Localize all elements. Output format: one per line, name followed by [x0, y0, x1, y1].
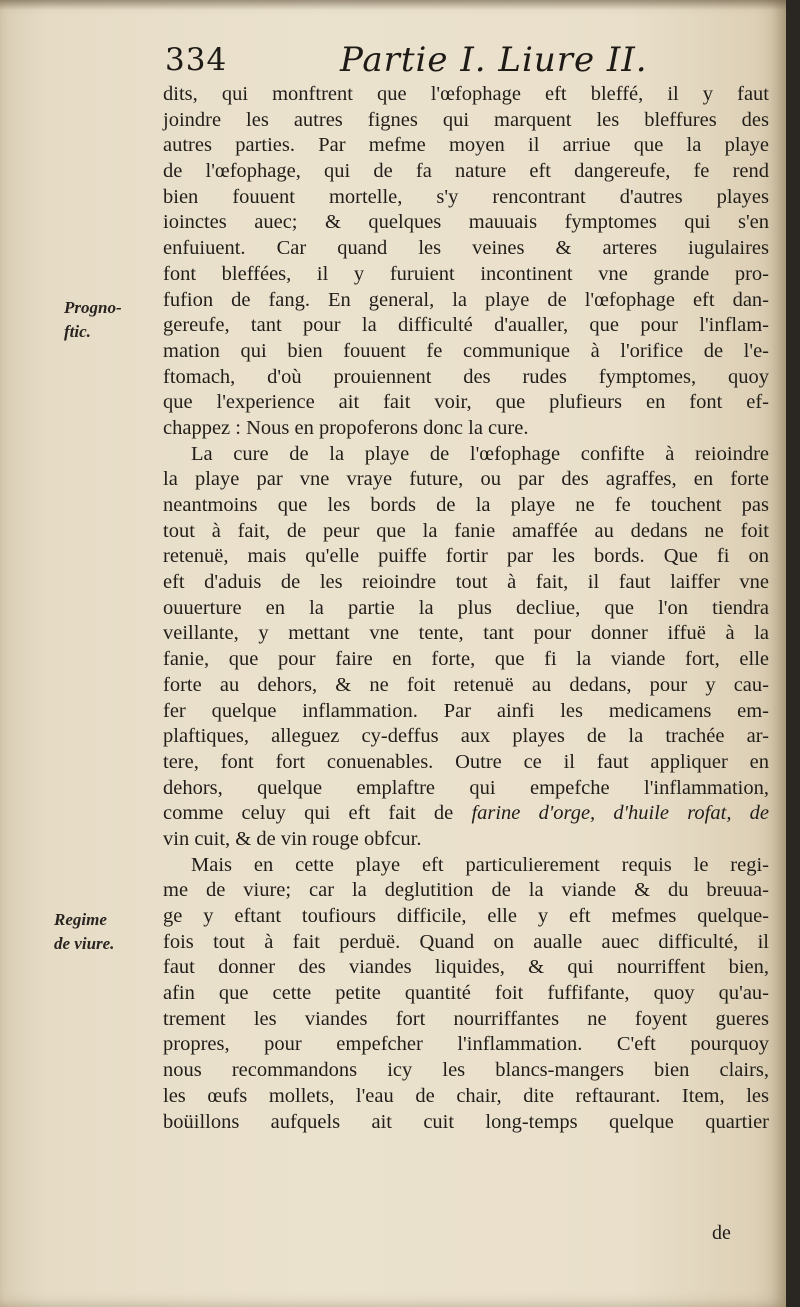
margin-note-line: ftic.: [64, 322, 91, 341]
text-line: trement les viandes fort nourriffantes ne foyent gueres: [163, 1007, 769, 1030]
text-line: fufion de fang. En general, la playe de l'œfophage eft dan-: [163, 288, 769, 311]
text-line: ge y eftant toufiours difficile, elle y eft mefmes quelque-: [163, 905, 769, 927]
text-line: que l'experience ait fait voir, que plufieurs en font ef-: [163, 391, 769, 414]
text-line: mation qui bien fouuent fe communique à l'orifice de l'e-: [163, 339, 769, 362]
text-line: retenuë, mais qu'elle puiffe fortir par les bords. Que fi on: [163, 545, 769, 568]
text-line: plaftiques, alleguez cy-deffus aux playes de la trachée ar-: [163, 725, 769, 748]
text-line: ftomach, d'où prouiennent des rudes fymptomes, quoy: [163, 365, 769, 388]
text-line: enfuiuent. Car quand les veines & arteres iugulaires: [163, 237, 769, 260]
text-line: veillante, y mettant vne tente, tant pour donner iffuë à la: [163, 622, 769, 645]
text-line: dits, qui monftrent que l'œfophage eft bleffé, il y faut: [163, 83, 769, 105]
text-line-mixed: [163, 801, 769, 827]
text-line: font bleffées, il y furuient incontinent vne grande pro-: [163, 262, 769, 285]
text-line: afin que cette petite quantité foit fuffifante, quoy qu'au-: [163, 982, 769, 1005]
text-line: tout à fait, de peur que la fanie amaffée au dedans ne foit: [163, 519, 769, 542]
text-line: autres parties. Par mefme moyen il arriue que la playe: [163, 134, 769, 157]
text-line: propres, pour empefcher l'inflammation. C'eft pourquoy: [163, 1033, 769, 1056]
body-text: [163, 82, 769, 1135]
text-line: chappez : Nous en propoferons donc la cure.: [163, 416, 529, 439]
running-head: Partie I. Liure II.: [340, 40, 648, 80]
margin-note-line: Progno-: [64, 298, 122, 317]
margin-note-line: de viure.: [54, 934, 115, 953]
text-line: me de viure; car la deglutition de la viande & du breuua-: [163, 879, 769, 902]
text-line: eft d'aduis de les reioindre tout à fait, il faut laiffer vne: [163, 571, 769, 594]
catchword: de: [712, 1222, 731, 1244]
text-line: faut donner des viandes liquides, & qui nourriffent bien,: [163, 956, 769, 979]
text-line: La cure de la playe de l'œfophage confifte à reioindre: [191, 442, 769, 465]
page-header: [165, 40, 765, 84]
text-line-italic: vin cuit, & de vin rouge obfcur.: [163, 827, 422, 850]
text-line: bien fouuent mortelle, s'y rencontrant d'autres playes: [163, 185, 769, 208]
text-line: les œufs mollets, l'eau de chair, dite reftaurant. Item, les: [163, 1084, 769, 1107]
page-edge-shadow: [0, 0, 786, 10]
margin-note-regime: [54, 908, 114, 956]
text-line: ouuerture en la partie la plus decliue, que l'on tiendra: [163, 596, 769, 619]
text-line: fanie, que pour faire en forte, que fi la viande fort, elle: [163, 648, 769, 671]
text-line: joindre les autres fignes qui marquent les bleffures des: [163, 108, 769, 131]
text-line: ioinctes auec; & quelques mauuais fymptomes qui s'en: [163, 211, 769, 234]
text-line: la playe par vne vraye future, ou par des agraffes, en forte: [163, 468, 769, 491]
page-number: 334: [165, 42, 228, 78]
text-line: boüillons aufquels ait cuit long-temps quelque quartier: [163, 1110, 769, 1133]
text-line: de l'œfophage, qui de fa nature eft dangereufe, fe rend: [163, 160, 769, 183]
italic-segment: farine d'orge, d'huile rofat, de: [471, 802, 769, 825]
margin-note-prognostic: [64, 296, 122, 344]
text-line: nous recommandons icy les blancs-mangers bien clairs,: [163, 1059, 769, 1082]
text-line: gereufe, tant pour la difficulté d'aualler, que pour l'inflam-: [163, 314, 769, 337]
text-line: fer quelque inflammation. Par ainfi les medicamens em-: [163, 699, 769, 722]
text-line: Mais en cette playe eft particulierement requis le regi-: [191, 853, 769, 876]
margin-note-line: Regime: [54, 910, 107, 929]
text-line: fois tout à fait perduë. Quand on aualle auec difficulté, il: [163, 930, 769, 953]
text-line: tere, font fort conuenables. Outre ce il faut appliquer en: [163, 750, 769, 773]
text-line: dehors, quelque emplaftre qui empefche l'inflammation,: [163, 776, 769, 799]
text-segment: comme celuy qui eft fait de: [163, 802, 472, 825]
text-line: neantmoins que les bords de la playe ne fe touchent pas: [163, 494, 769, 516]
text-line: forte au dehors, & ne foit retenuë au dedans, pour y cau-: [163, 673, 769, 696]
